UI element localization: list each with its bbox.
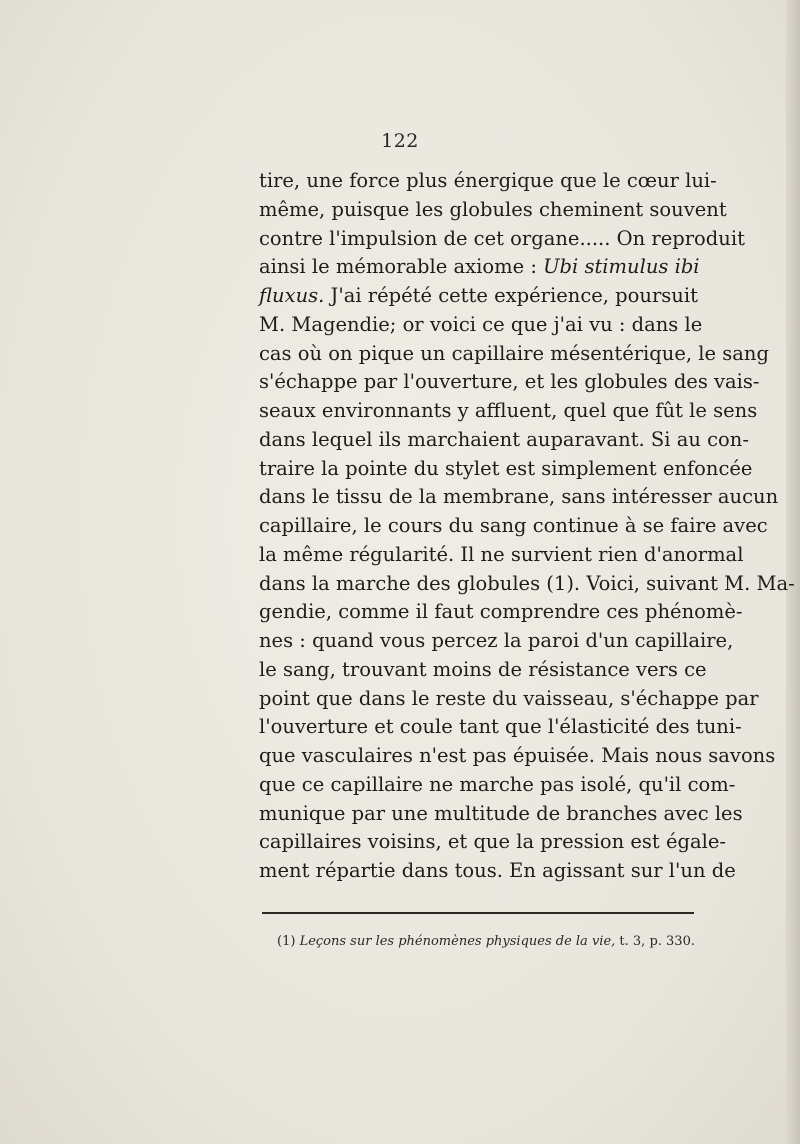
text-line-12: dans le tissu de la membrane, sans intéresser aucun — [259, 485, 779, 509]
text-line-11: traire la pointe du stylet est simplement enfoncée — [259, 456, 753, 480]
text-line-23: munique par une multitude de branches avec les — [259, 801, 743, 825]
text-line-15: dans la marche des globules (1). Voici, suivant M. Ma- — [259, 571, 795, 595]
text-line-20: l'ouverture et coule tant que l'élasticité des tuni- — [259, 715, 742, 739]
text-line-2: même, puisque les globules cheminent souvent — [259, 197, 727, 221]
latin-axiom-part-1: Ubi stimulus ibi — [543, 255, 700, 279]
text-line-10: dans lequel ils marchaient auparavant. Si au con- — [259, 427, 749, 451]
text-line-8: s'échappe par l'ouverture, et les globules des vais- — [259, 370, 760, 394]
latin-axiom-part-2: fluxus. — [259, 284, 325, 307]
text-line-13: capillaire, le cours du sang continue à se faire avec — [259, 514, 768, 537]
text-line-19: point que dans le reste du vaisseau, s'échappe par — [259, 686, 759, 710]
text-line-18: le sang, trouvant moins de résistance vers ce — [259, 657, 707, 681]
text-line-22: que ce capillaire ne marche pas isolé, qu'il com- — [259, 772, 736, 796]
text-line-16: gendie, comme il faut comprendre ces phénomè- — [259, 600, 743, 624]
page-number: 122 — [381, 130, 419, 152]
footnote-reference: t. 3, p. 330. — [615, 934, 695, 949]
text-line-7: cas où on pique un capillaire mésentérique, le sang — [259, 341, 769, 365]
text-line-21: que vasculaires n'est pas épuisée. Mais nous savons — [259, 744, 776, 767]
text-line-14: la même régularité. Il ne survient rien d'anormal — [259, 542, 744, 566]
text-line-1: tire, une force plus énergique que le cœur lui- — [259, 169, 717, 192]
text-line-6: M. Magendie; or voici ce que j'ai vu : dans le — [259, 312, 703, 336]
text-line-9: seaux environnants y affluent, quel que fût le sens — [259, 399, 758, 422]
footnote-divider — [262, 912, 694, 914]
body-text — [259, 167, 795, 886]
footnote — [277, 933, 695, 951]
text-line-24: capillaires voisins, et que la pression est égale- — [259, 830, 726, 854]
footnote-title: Leçons sur les phénomènes physiques de la vie, — [299, 934, 616, 949]
text-line-5: fluxus. J'ai répété cette expérience, poursuit — [259, 284, 698, 307]
text-line-25: ment répartie dans tous. En agissant sur l'un de — [259, 859, 736, 882]
text-line-17: nes : quand vous percez la paroi d'un capillaire, — [259, 629, 734, 652]
text-line-4: ainsi le mémorable axiome : Ubi stimulus ibi — [259, 255, 700, 279]
footnote-marker: (1) — [277, 934, 296, 949]
text-line-3: contre l'impulsion de cet organe..... On reproduit — [259, 226, 745, 250]
